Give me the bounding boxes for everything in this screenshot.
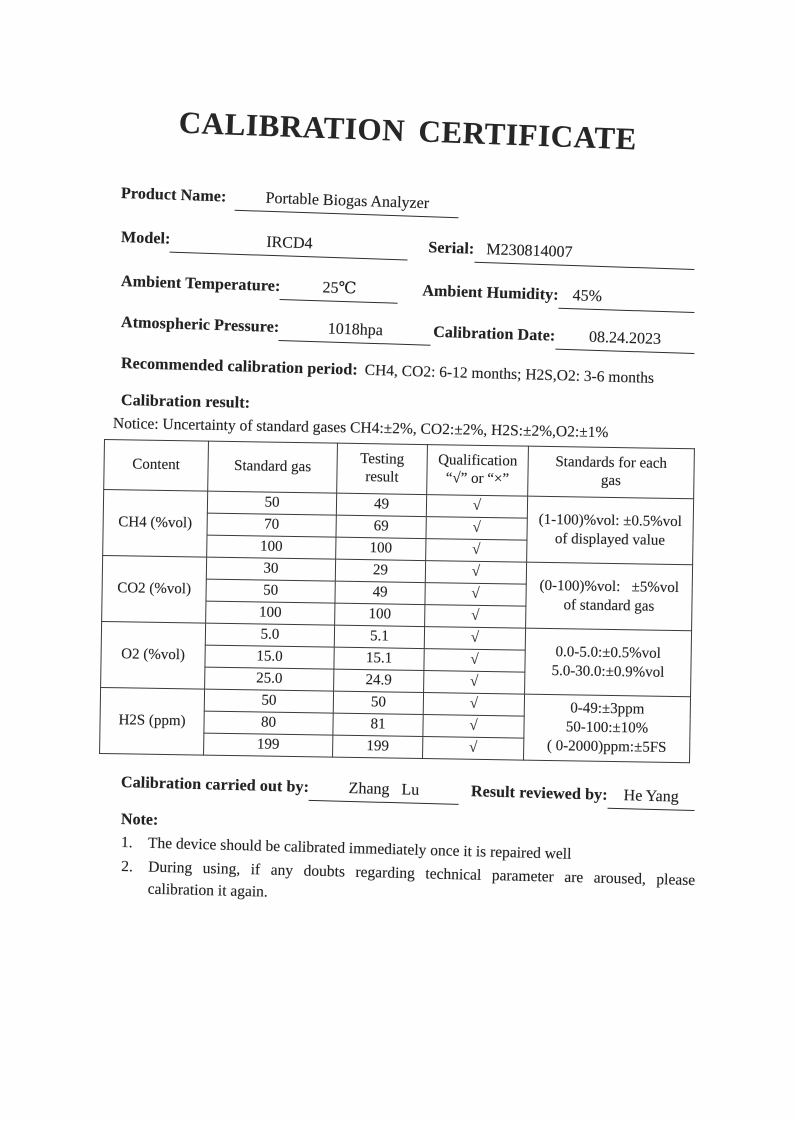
cell-content-o2: O2 (%vol)	[101, 621, 206, 689]
cell-qualification: √	[425, 560, 526, 584]
atmospheric-pressure-value: 1018hpa	[279, 318, 432, 346]
cell-testing-result: 49	[336, 493, 426, 516]
certificate-content	[112, 104, 696, 902]
cell-standard-gas: 30	[206, 557, 335, 581]
recommended-period-label: Recommended calibration period:	[120, 355, 359, 379]
cell-qualification: √	[424, 648, 525, 672]
product-name-label: Product Name:	[120, 185, 227, 206]
cell-standard-gas: 5.0	[205, 623, 334, 647]
cell-qualification: √	[426, 494, 527, 518]
note-number: 1.	[120, 833, 133, 851]
note-heading: Note:	[120, 810, 159, 829]
cell-standard-gas: 15.0	[205, 645, 334, 669]
cell-testing-result: 5.1	[334, 625, 424, 648]
cell-testing-result: 100	[336, 537, 426, 560]
cell-standard-gas: 70	[207, 513, 336, 537]
cell-standard-gas: 100	[207, 535, 336, 559]
cell-qualification: √	[426, 538, 527, 562]
calibration-date-label: Calibration Date:	[433, 324, 556, 346]
cell-standard-gas: 100	[206, 601, 335, 625]
cell-standard-gas: 25.0	[205, 667, 334, 691]
header-qualification: Qualification “√” or “×”	[427, 444, 529, 496]
product-name-value: Portable Biogas Analyzer	[235, 188, 460, 218]
note-text: During using, if any doubts regarding technical parameter are aroused, please calibration it again.	[147, 858, 696, 902]
ambient-temperature-label: Ambient Temperature:	[120, 272, 281, 295]
note-number: 2.	[121, 858, 134, 876]
ambient-humidity-value: 45%	[558, 285, 695, 312]
field-product-name	[121, 184, 695, 226]
cell-standards-h2s: 0-49:±3ppm 50-100:±10% ( 0-2000)ppm:±5FS	[524, 694, 691, 763]
field-model-serial	[121, 228, 695, 270]
calibration-result-heading: Calibration result:	[120, 391, 251, 412]
note-text: The device should be calibrated immediately once it is repaired well	[147, 834, 572, 863]
calibration-table	[99, 439, 695, 763]
certificate-title: CALIBRATION CERTIFICATE	[178, 104, 638, 157]
cell-standard-gas: 50	[207, 491, 336, 515]
cell-standards-o2: 0.0-5.0:±0.5%vol 5.0-30.0:±0.9%vol	[525, 628, 692, 697]
cell-standard-gas: 50	[206, 579, 335, 603]
carried-out-label: Calibration carried out by:	[120, 773, 310, 796]
cell-testing-result: 81	[333, 713, 423, 736]
cell-testing-result: 29	[335, 559, 425, 582]
header-standard-gas: Standard gas	[208, 441, 338, 493]
signoff-row	[121, 773, 695, 811]
model-value: IRCD4	[170, 229, 409, 260]
cell-testing-result: 69	[336, 515, 426, 538]
cell-qualification: √	[423, 736, 524, 760]
cell-testing-result: 15.1	[334, 647, 424, 670]
recommended-period-value: CH4, CO2: 6-12 months; H2S,O2: 3-6 months	[364, 362, 655, 388]
cell-testing-result: 199	[333, 735, 423, 758]
ambient-temperature-value: 25℃	[280, 277, 399, 303]
cell-qualification: √	[424, 626, 525, 650]
header-content: Content	[104, 439, 209, 491]
cell-standards-co2: (0-100)%vol: ±5%vol of standard gas	[526, 562, 693, 631]
carried-out-value: Zhang Lu	[309, 778, 460, 805]
cell-content-h2s: H2S (ppm)	[100, 687, 205, 755]
ambient-humidity-label: Ambient Humidity:	[422, 282, 559, 304]
cell-testing-result: 50	[333, 691, 423, 714]
cell-content-ch4: CH4 (%vol)	[103, 489, 208, 557]
cell-qualification: √	[425, 604, 526, 628]
header-testing-result: Testing result	[337, 443, 428, 494]
cell-qualification: √	[423, 714, 524, 738]
field-pressure-date	[121, 313, 695, 354]
reviewed-label: Result reviewed by:	[470, 782, 608, 804]
field-ambient	[121, 272, 695, 313]
cell-qualification: √	[426, 516, 527, 540]
notice-line: Notice: Uncertainty of standard gases CH4:±2%, CO2:±2%, H2S:±2%,O2:±1%	[112, 414, 609, 441]
serial-value: M230814007	[474, 240, 695, 270]
cell-standards-ch4: (1-100)%vol: ±0.5%vol of displayed value	[527, 496, 694, 565]
model-label: Model:	[120, 228, 171, 248]
calibration-date-value: 08.24.2023	[555, 327, 695, 354]
table-header-row	[104, 439, 695, 498]
cell-qualification: √	[425, 582, 526, 606]
field-recommended-period	[121, 354, 695, 391]
cell-standard-gas: 80	[204, 711, 333, 735]
atmospheric-pressure-label: Atmospheric Pressure:	[120, 314, 280, 337]
cell-content-co2: CO2 (%vol)	[102, 555, 207, 623]
cell-qualification: √	[424, 670, 525, 694]
cell-testing-result: 24.9	[334, 669, 424, 692]
cell-qualification: √	[423, 692, 524, 716]
header-standards: Standards for each gas	[528, 446, 695, 499]
cell-testing-result: 49	[335, 581, 425, 604]
reviewed-value: He Yang	[607, 786, 695, 811]
cell-standard-gas: 199	[204, 733, 333, 757]
serial-label: Serial:	[428, 238, 475, 258]
cell-testing-result: 100	[335, 603, 425, 626]
cell-standard-gas: 50	[204, 689, 333, 713]
